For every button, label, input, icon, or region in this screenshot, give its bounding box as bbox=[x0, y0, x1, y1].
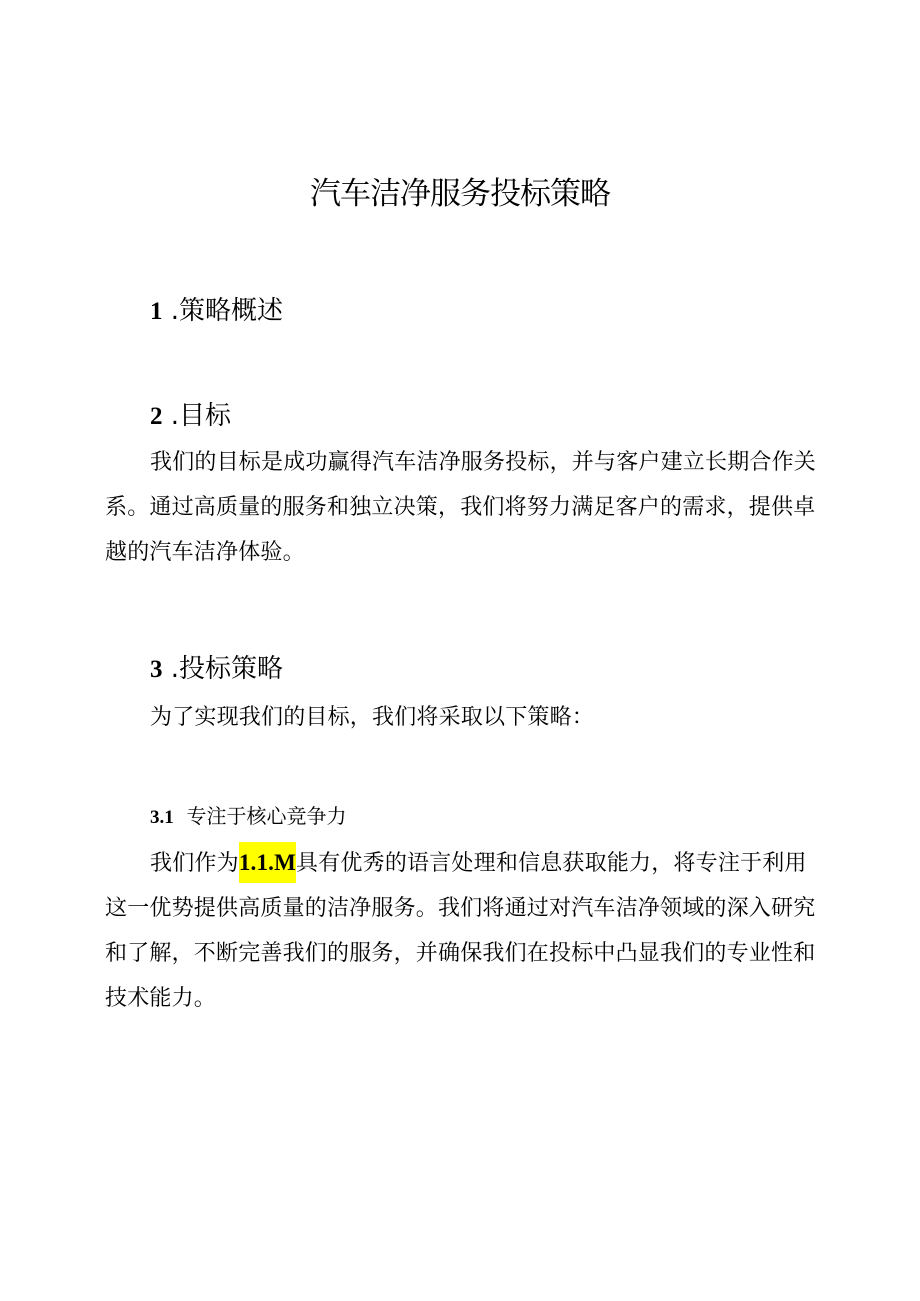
section-number: 2 bbox=[150, 403, 163, 430]
paragraph-text-before: 我们作为 bbox=[150, 851, 239, 876]
section-number: 3 bbox=[150, 656, 163, 683]
highlighted-reference: 1.1.M bbox=[239, 842, 296, 883]
section-label: .策略概述 bbox=[170, 296, 284, 326]
strategy-intro: 为了实现我们的目标，我们将采取以下策略： bbox=[150, 705, 595, 730]
goal-paragraph: 我们的目标是成功赢得汽车洁净服务投标，并与客户建立长期合作关系。通过高质量的服务和独立决策，我们将努力满足客户的需求，提供卓越的汽车洁净体验。 bbox=[105, 450, 817, 565]
section-number: 1 bbox=[150, 298, 163, 325]
document-title: 汽车洁净服务投标策略 bbox=[310, 176, 610, 212]
subsection-label: 专注于核心竞争力 bbox=[186, 804, 347, 828]
section-label: .投标策略 bbox=[170, 654, 284, 684]
section-heading-goal bbox=[150, 395, 231, 432]
core-competence-paragraph bbox=[105, 840, 825, 1021]
section-heading-bid-strategy bbox=[150, 648, 283, 685]
section-label: .目标 bbox=[170, 401, 232, 431]
subsection-heading-core-competence bbox=[150, 800, 346, 829]
section-heading-overview bbox=[150, 290, 283, 327]
subsection-number: 3.1 bbox=[150, 807, 174, 828]
paragraph-text-after: 具有优秀的语言处理和信息获取能力，将专注于利用这一优势提供高质量的洁净服务。我们将通过对汽车洁净领域的深入研究和了解，不断完善我们的服务，并确保我们在投标中凸显我们的专业性和技术能力。 bbox=[105, 851, 816, 1011]
